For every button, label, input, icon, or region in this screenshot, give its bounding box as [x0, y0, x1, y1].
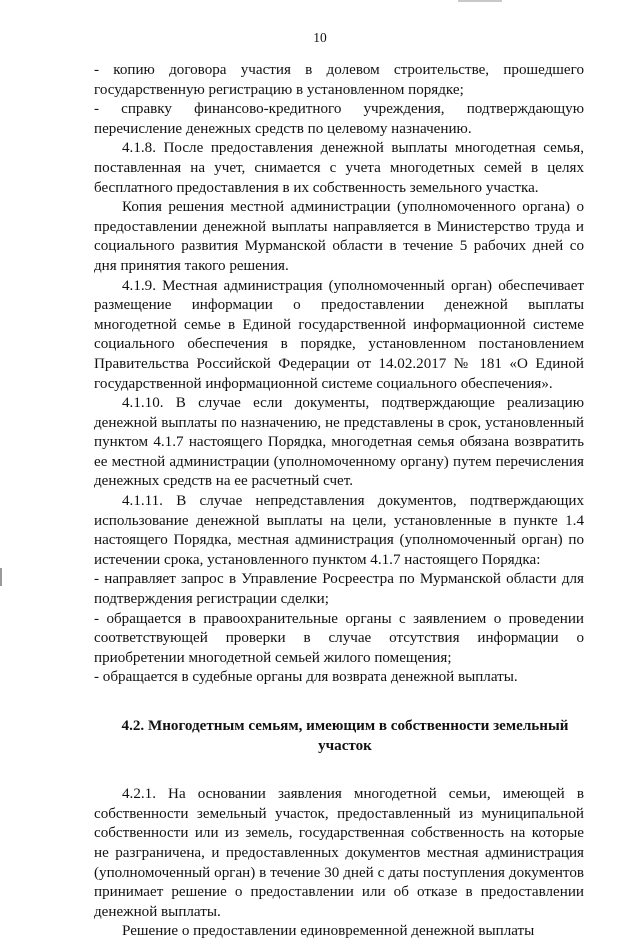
paragraph: - копию договора участия в долевом строительстве, прошедшего государственную регистрацию в установленном порядке; [94, 62, 584, 98]
section-heading: 4.2. Многодетным семьям, имеющим в собственности земельный участок [121, 718, 569, 754]
paragraph: - обращается в правоохранительные органы с заявлением о проведении соответствующей проверки в случае отсутствия информации о приобретении многодетной семьей жилого помещения; [94, 610, 584, 666]
paragraph: 4.1.10. В случае если документы, подтверждающие реализацию денежной выплаты по назначению, не представлены в срок, установленный пунктом 4.1.7 настоящего Порядка, многодетная семья обязана возвратить ее местной администрации (уполномоченному органу) путем перечисления денежных средств на ее расчетный счет. [94, 395, 584, 490]
scan-edge-mark [0, 568, 2, 586]
paragraphs-after-heading [94, 785, 584, 942]
scan-top-mark [458, 0, 502, 2]
paragraph: Копия решения местной администрации (уполномоченного органа) о предоставлении денежной выплаты направляется в Министерство труда и социального развития Мурманской области в течение 5 рабочих дней со дня принятия такого решения. [94, 199, 584, 274]
paragraphs-before-heading [94, 61, 584, 688]
page-number: 10 [313, 30, 327, 45]
paragraph: - обращается в судебные органы для возврата денежной выплаты. [94, 669, 518, 686]
paragraph: 4.2.1. На основании заявления многодетной семьи, имеющей в собственности земельный участок, предоставленный из муниципальной собственности или из земель, государственная собственность на которые не разграничена, и предоставленных документов местная администрация (уполномоченный орган) в течение 30 дней с даты поступления документов принимает решение о предоставлении или об отказе в предоставлении денежной выплаты. [94, 786, 584, 920]
paragraph: 4.1.11. В случае непредставления документов, подтверждающих использование денежной выплаты на цели, установленные в пункте 1.4 настоящего Порядка, местная администрация (уполномоченный орган) по истечении срока, установленного пунктом 4.1.7 настоящего Порядка: [94, 493, 584, 568]
paragraph: 4.1.8. После предоставления денежной выплаты многодетная семья, поставленная на учет, снимается с учета многодетных семей в целях бесплатного предоставления в их собственность земельного участка. [94, 140, 584, 196]
paragraph: - справку финансово-кредитного учреждения, подтверждающую перечисление денежных средств по целевому назначению. [94, 101, 584, 137]
paragraph: 4.1.9. Местная администрация (уполномоченный орган) обеспечивает размещение информации о предоставлении денежной выплаты многодетной семье в Единой государственной информационной системе социального обеспечения в порядке, установленном постановлением Правительства Российской Федерации от 14.02.2017 № 181 «О Единой государственной информационной системе социального обеспечения». [94, 277, 584, 392]
paragraph: Решение о предоставлении единовременной денежной выплаты [122, 923, 535, 940]
document-body [94, 61, 584, 942]
paragraph: - направляет запрос в Управление Росреестра по Мурманской области для подтверждения регистрации сделки; [94, 571, 584, 608]
